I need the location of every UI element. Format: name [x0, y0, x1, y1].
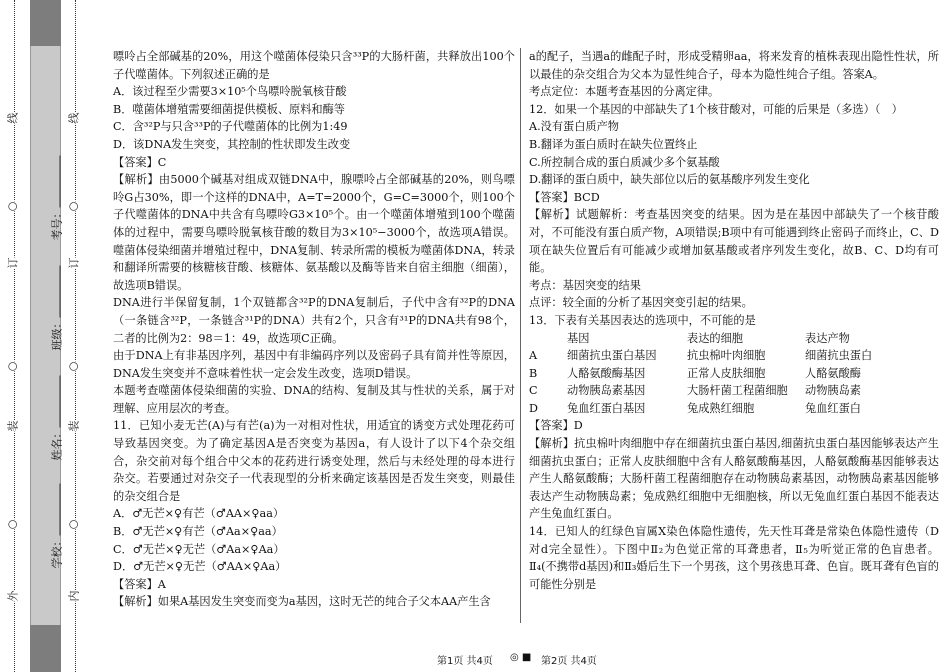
table-cell: C [529, 384, 538, 398]
q12-analysis: 【解析】试题解析：考查基因突变的结果。因为是在基因中部缺失了一个核苷酸对，不可能没有蛋白质产物，A项错误;B项中有可能遇到终止密码子而终止，C、D项在缺失位置后有可能减少或增加氨基酸或者序列发生变化，故B、C、D均有可能。 [529, 208, 939, 275]
school-field[interactable]: 学校： [49, 484, 65, 569]
outer-cut-line [14, 0, 15, 672]
outer-circle-2: ○ [5, 361, 19, 372]
q10-analysis-3: 由于DNA上有非基因序列，基因中有非编码序列以及密码子具有简并性等原因，DNA发生突变并不意味着性状一定会发生改变，选项D错误。 [113, 349, 515, 380]
q10-option-a: A．该过程至少需要3×10⁵个鸟嘌呤脱氧核苷酸 [113, 85, 347, 99]
table-cell: B [529, 366, 538, 380]
q12-option-b: B.翻译为蛋白质时在缺失位置终止 [529, 137, 698, 151]
q11-option-a: A．♂无芒×♀有芒（♂AA×♀aa） [113, 507, 285, 521]
table-cell: 兔成熟红细胞 [687, 401, 755, 415]
inner-char-ding: 订 [67, 257, 81, 269]
table-row [529, 347, 939, 365]
q12-option-a: A.没有蛋白质产物 [529, 120, 619, 134]
table-cell: A [529, 349, 538, 363]
right-column [529, 48, 939, 593]
page-number-right: 第2页 共4页 [541, 656, 597, 667]
binding-margin [0, 0, 92, 672]
table-header-cell: 基因 [567, 331, 590, 345]
q14-stem: 14．已知人的红绿色盲属X染色体隐性遗传，先天性耳聋是常染色体隐性遗传（D对d完全显性）。下图中Ⅱ₂为色觉正常的耳聋患者，Ⅱ₅为听觉正常的色盲患者。Ⅱ₄(不携带d基因)和Ⅱ₃婚后生下一个男孩，这个男孩患耳聋、色盲。既耳聋有色盲的可能性分别是 [529, 525, 939, 591]
inner-cut-line [75, 0, 76, 672]
q12-stem: 12．如果一个基因的中部缺失了1个核苷酸对，可能的后果是（多选）（ ） [529, 102, 903, 116]
exam-number-field[interactable]: 考号： [49, 156, 65, 241]
q11-stem: 11．已知小麦无芒(A)与有芒(a)为一对相对性状，用适宜的诱变方式处理花药可导致基因突变。为了确定基因A是否突变为基因a，有人设计了以下4个杂交组合，杂交前对每个组合中父本的花药进行诱变处理，然后与未经处理的母本进行杂交。若要通过对杂交子一代表现型的分析来确定该基因是否发生突变，则最佳的杂交组合是 [113, 419, 515, 503]
inner-circle-2: ○ [66, 361, 80, 372]
binding-gray-block-top [30, 0, 61, 46]
table-cell: 细菌抗虫蛋白 [805, 349, 873, 363]
table-cell: 细菌抗虫蛋白基因 [567, 349, 657, 363]
q10-stem-cont: 嘌呤占全部碱基的20%，用这个噬菌体侵染只含³³P的大肠杆菌，共释放出100个子代噬菌体。下列叙述正确的是 [113, 50, 515, 81]
inner-circle-1: ○ [66, 519, 80, 530]
table-cell: 兔血红蛋白基因 [567, 401, 646, 415]
inner-char-xian: 线 [67, 112, 81, 124]
outer-char-zhuang: 装 [6, 420, 20, 432]
table-cell: 正常人皮肤细胞 [687, 366, 766, 380]
q12-answer: 【答案】BCD [529, 190, 600, 204]
q11-key-point: 考点定位：本题考查基因的分离定律。 [529, 85, 720, 99]
outer-char-xian: 线 [6, 112, 20, 124]
q10-answer: 【答案】C [113, 155, 167, 169]
q10-option-b: B．噬菌体增殖需要细菌提供模板、原料和酶等 [113, 102, 345, 116]
table-cell: 动物胰岛素 [805, 384, 861, 398]
q12-option-d: D.翻译的蛋白质中，缺失部位以后的氨基酸序列发生变化 [529, 173, 810, 187]
q13-stem: 13．下表有关基因表达的选项中，不可能的是 [529, 313, 756, 327]
q13-analysis: 【解析】抗虫棉叶肉细胞中存在细菌抗虫蛋白基因,细菌抗虫蛋白基因能够表达产生细菌抗虫蛋白；正常人皮肤细胞中含有人酪氨酸酶基因，人酪氨酸酶基因能够表达产生人酪氨酸酶；大肠杆菌工程菌细胞存在动物胰岛素基因，动物胰岛素基因能够表达产生动物胰岛素；兔成熟红细胞中无细胞核，所以无兔血红蛋白基因不能表达产生兔血红蛋白。 [529, 437, 939, 521]
q12-option-c: C.所控制合成的蛋白质减少多个氨基酸 [529, 155, 720, 169]
table-cell: 动物胰岛素基因 [567, 384, 646, 398]
outer-circle-3: ○ [5, 201, 19, 212]
q11-option-b: B．♂无芒×♀有芒（♂Aa×♀aa） [113, 525, 283, 539]
table-cell: 大肠杆菌工程菌细胞 [687, 384, 788, 398]
outer-circle-1: ○ [5, 519, 19, 530]
outer-char-ding: 订 [6, 257, 20, 269]
q13-answer: 【答案】D [529, 419, 583, 433]
name-field[interactable]: 姓名： [49, 376, 65, 461]
table-cell: D [529, 401, 538, 415]
q10-option-d: D．该DNA发生突变，其控制的性状即发生改变 [113, 137, 351, 151]
q11-option-c: C．♂无芒×♀无芒（♂Aa×♀Aa） [113, 542, 285, 556]
q11-option-d: D．♂无芒×♀无芒（♂AA×♀Aa） [113, 560, 287, 574]
table-row [529, 365, 939, 383]
page-footer [0, 652, 950, 668]
column-divider [520, 48, 521, 623]
inner-circle-3: ○ [66, 201, 80, 212]
table-header-cell: 表达的细胞 [687, 331, 743, 345]
q11-analysis: 【解析】如果A基因发生突变而变为a基因，这时无芒的纯合子父本AA产生含 [113, 595, 491, 609]
table-cell: 人酪氨酸酶 [805, 366, 861, 380]
q11-answer: 【答案】A [113, 577, 166, 591]
class-field[interactable]: 班级： [49, 266, 65, 351]
q10-analysis-4: 本题考查噬菌体侵染细菌的实验、DNA的结构、复制及其与性状的关系，属于对理解、应用层次的考查。 [113, 384, 515, 415]
table-cell: 人酪氨酸酶基因 [567, 366, 646, 380]
table-cell: 抗虫棉叶肉细胞 [687, 349, 766, 363]
table-row [529, 382, 939, 400]
q10-option-c: C．含³²P与只含³³P的子代噬菌体的比例为1:49 [113, 120, 348, 134]
footer-separator: ◎ ■ [510, 652, 532, 663]
q13-table [529, 330, 939, 418]
table-cell: 兔血红蛋白 [805, 401, 861, 415]
q10-analysis-2: DNA进行半保留复制，1个双链都含³²P的DNA复制后，子代中含有³²P的DNA（一条链含³²P，一条链含³¹P的DNA）共有2个，只含有³¹P的DNA共有98个，二者的比例为2：98＝1：49，故选项C正确。 [113, 296, 515, 345]
outer-char-wai: 外 [6, 590, 20, 602]
inner-char-nei: 内 [67, 590, 81, 602]
q10-analysis-1: 【解析】由5000个碱基对组成双链DNA中，腺嘌呤占全部碱基的20%，则鸟嘌呤G占30%，即一个这样的DNA中，A=T=2000个，G=C=3000个，则100个子代噬菌体的DNA中共含有鸟嘌呤G3×10⁵个。由一个噬菌体增殖到100个噬菌体的过程中，需要鸟嘌呤脱氧核苷酸的数目为3×10⁵−3000个，故选项A错误。噬菌体侵染细菌并增殖过程中，DNA复制、转录所需的模板为噬菌体DNA，转录和翻译所需要的核糖核苷酸、核糖体、氨基酸以及酶等皆来自宿主细胞（细菌），故选项B错误。 [113, 173, 515, 292]
table-header-cell [529, 330, 567, 348]
q12-topic: 考点：基因突变的结果 [529, 278, 641, 292]
left-column [113, 48, 515, 611]
table-header-cell: 表达产物 [805, 331, 850, 345]
table-header-row [529, 330, 939, 348]
q11-analysis-cont: a的配子，当遇a的雌配子时，形成受精卵aa，将来发育的植株表现出隐性性状，所以最佳的杂交组合为父本为显性纯合子，母本为隐性纯合子组。答案A。 [529, 50, 939, 81]
q12-comment: 点评：较全面的分析了基因突变引起的结果。 [529, 296, 753, 310]
table-row [529, 400, 939, 418]
inner-char-zhuang: 装 [67, 420, 81, 432]
page-number-left: 第1页 共4页 [437, 656, 493, 667]
